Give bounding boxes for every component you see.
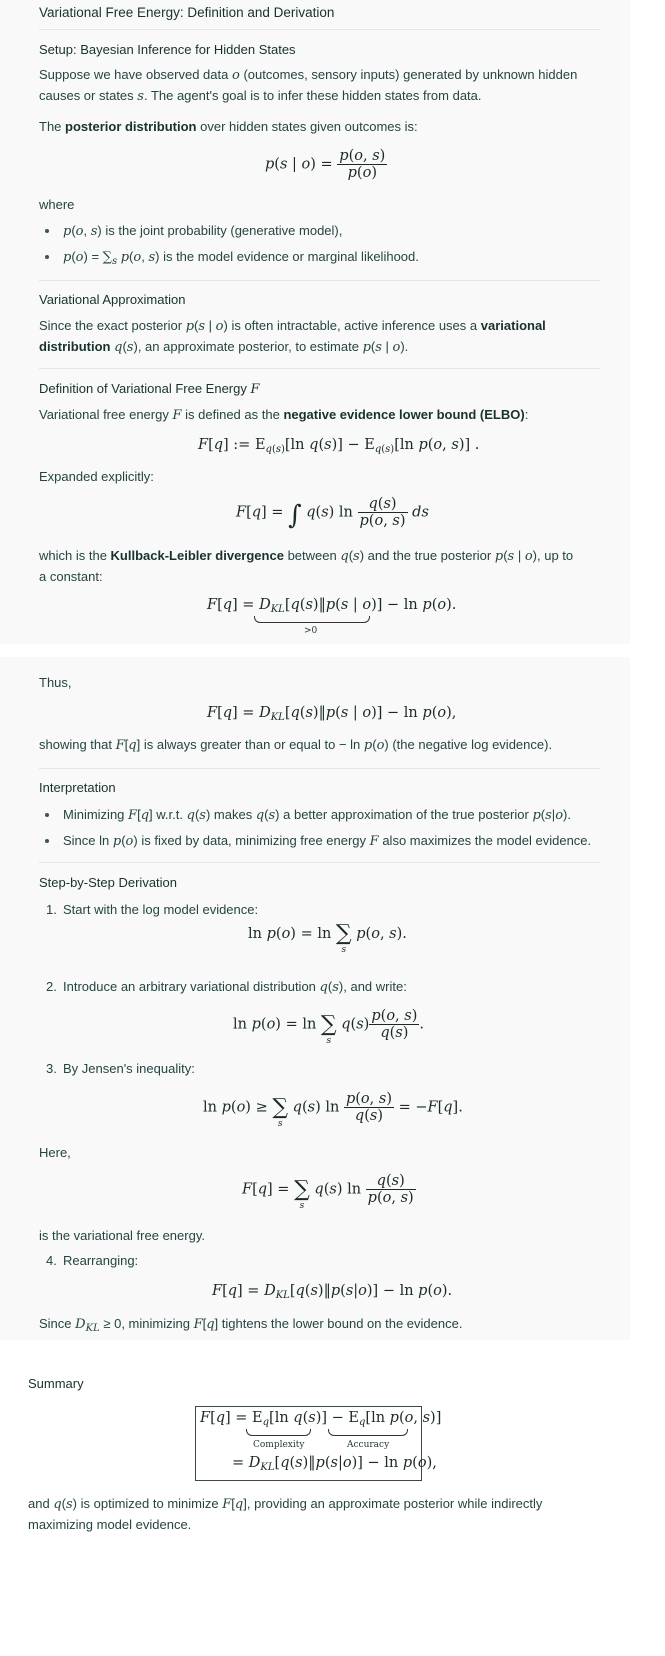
bullet-text: is the joint probability (generative model),	[105, 223, 343, 238]
interp-text: is fixed by data, minimizing free energy	[141, 833, 367, 848]
variational-term: distribution	[39, 339, 111, 354]
underbrace	[254, 616, 370, 623]
thus-text: showing that	[39, 737, 112, 752]
kl-text: a constant:	[39, 569, 103, 584]
approx-paragraph: Since the exact posterior p(s | o) is often intractable, active inference uses a variational distribution q(s), an approximate posterior, to estimate p(s | o).	[39, 318, 546, 355]
bullet	[45, 255, 49, 259]
interp-text: w.r.t.	[156, 807, 183, 822]
elbo-term: negative evidence lower bound (ELBO)	[283, 407, 525, 422]
brace-note: >0	[304, 626, 318, 636]
summary-text: , providing an approximate posterior while indirectly	[246, 1496, 543, 1511]
step-text: Introduce an arbitrary variational distribution	[63, 979, 316, 994]
step-number: 2.	[46, 979, 57, 994]
approx-text: is often intractable, active inference uses a	[231, 318, 478, 333]
bullet-text: is the model evidence or marginal likelihood.	[163, 249, 419, 264]
step-2-equation: ln p(o) = ln ∑ s q(s) $\frac{p(o, s)}{q(s)}$ .	[233, 1008, 424, 1046]
interpretation-bullet-2: Since ln p(o) is fixed by data, minimizing free energy F also maximizes the model evidence.	[63, 833, 592, 849]
summary-text: and	[28, 1496, 50, 1511]
interp-text: Since	[63, 833, 96, 848]
step-1-text: Start with the log model evidence:	[63, 902, 259, 917]
divider	[39, 280, 600, 281]
expanded-label: Expanded explicitly:	[39, 469, 154, 484]
underbrace	[246, 1429, 311, 1436]
summary-equation-line-1: $F[q] = E_q[\ln$ $q(s)] - E_q[\ln$ p(o, s)]	[200, 1410, 442, 1428]
integral-equation: F[q] = ∫ q(s) ln $\frac{q(s)}{p(o, s)}$ ds	[236, 496, 429, 531]
bullet	[45, 839, 49, 843]
setup-text: . The agent's goal is to infer these hidden states from data.	[143, 88, 482, 103]
variational-term: variational	[480, 318, 546, 333]
divider	[39, 768, 600, 769]
setup-paragraph-2	[39, 117, 418, 137]
setup-text: The	[39, 119, 62, 134]
thus-equation: $F[q] = D_{KL}[q(s)‖p(s$ | o)] − ln p(o),	[207, 705, 457, 723]
jensen-equation: ln p(o) ≥ ∑ s q(s) ln $\frac{p(o, s)}{q(s)}$ = −F[q].	[203, 1091, 463, 1129]
approx-text: Since the exact posterior	[39, 318, 183, 333]
setup-text: (outcomes, sensory inputs) generated by unknown hidden	[243, 67, 578, 82]
interpretation-heading: Interpretation	[39, 780, 116, 795]
kl-text: and the true posterior	[367, 548, 492, 563]
interp-text: also maximizes the model evidence.	[382, 833, 592, 848]
setup-paragraph-1: Suppose we have observed data o (outcomes, sensory inputs) generated by unknown hidden causes or states s. The agent's goal is to infer these hidden states from data.	[39, 67, 578, 104]
bullet	[45, 813, 49, 817]
step-number: 1.	[46, 902, 57, 917]
definition-heading: Definition of Variational Free Energy F	[39, 381, 260, 397]
interpretation-bullet-1: Minimizing F[q] w.r.t. q(s) makes q(s) a better approximation of the true posterior p(s|o).	[63, 807, 571, 823]
thus-text: (the negative log evidence).	[392, 737, 553, 752]
summary-text: is optimized to minimize	[80, 1496, 219, 1511]
divider	[39, 29, 600, 30]
bullet-evidence: $p(o) = \sum_s$ p(o, s) is the model evidence or marginal likelihood.	[63, 249, 419, 267]
approx-heading: Variational Approximation	[39, 292, 186, 307]
derivation-heading: Step-by-Step Derivation	[39, 875, 178, 890]
interp-text: Minimizing	[63, 807, 125, 822]
definition-paragraph: Variational free energy F is defined as the negative evidence lower bound (ELBO):	[39, 407, 529, 423]
setup-heading: Setup: Bayesian Inference for Hidden States	[39, 42, 296, 57]
definition-heading-text: Definition of Variational Free Energy	[39, 381, 247, 396]
definition-text: Variational free energy	[39, 407, 169, 422]
thus-paragraph: showing that F[q] is always greater than or equal to − ln p(o) (the negative log evidence).	[39, 737, 553, 753]
since-paragraph: Since $D_{KL} \ge 0$, minimizing F[q] tightens the lower bound on the evidence.	[39, 1316, 463, 1334]
summary-text: maximizing model evidence.	[28, 1517, 192, 1532]
kl-equation: $F[q] = D_{KL}[q(s)‖p(s$ | o)] − ln p(o).	[207, 597, 457, 615]
step-text: , and write:	[343, 979, 407, 994]
kl-text: between	[287, 548, 337, 563]
posterior-equation: p(s | o) = $\frac{p(o, s)}{p(o)}$	[265, 148, 386, 181]
setup-text: Suppose we have observed data	[39, 67, 229, 82]
accuracy-label: Accuracy	[347, 1440, 390, 1450]
posterior-term: posterior distribution	[65, 119, 197, 134]
here-label: Here,	[39, 1145, 71, 1160]
setup-text: causes or states	[39, 88, 134, 103]
definition-text: is defined as the	[185, 407, 280, 422]
kl-term: Kullback-Leibler divergence	[110, 548, 284, 563]
setup-text: over hidden states given outcomes is:	[200, 119, 418, 134]
kl-text: , up to	[536, 548, 574, 563]
interp-text: a better approximation of the true posterior	[283, 807, 529, 822]
step-2-text: Introduce an arbitrary variational distribution q(s), and write:	[63, 979, 407, 995]
step-1-equation: ln p(o) = ln ∑ s p(o, s).	[248, 921, 407, 955]
underbrace	[328, 1429, 408, 1436]
interp-text: makes	[213, 807, 253, 822]
rearranged-equation: $F[q] = D_{KL}[q(s)‖p(s|o)] - \ln p(o)$.	[212, 1283, 453, 1301]
approx-text: , an approximate posterior, to estimate	[137, 339, 359, 354]
since-text: Since	[39, 1316, 72, 1331]
divider	[39, 368, 600, 369]
complexity-label: Complexity	[253, 1440, 305, 1450]
step-number: 4.	[46, 1253, 57, 1268]
summary-paragraph: and q(s) is optimized to minimize F[q], providing an approximate posterior while indirectly maximizing model evidence.	[28, 1496, 543, 1532]
vfe-equation: F[q] = ∑ s q(s) ln $\frac{q(s)}{p(o, s)}$	[242, 1173, 414, 1211]
thus-label: Thus,	[39, 675, 72, 690]
step-4-text: Rearranging:	[63, 1253, 139, 1268]
step-number: 3.	[46, 1061, 57, 1076]
summary-heading: Summary	[28, 1376, 84, 1391]
since-text: , minimizing	[121, 1316, 190, 1331]
step-3-text: By Jensen's inequality:	[63, 1061, 195, 1076]
document-title: Variational Free Energy: Definition and Derivation	[39, 5, 335, 20]
since-text: tightens the lower bound on the evidence.	[221, 1316, 463, 1331]
summary-equation-line-2: = $D_{KL}[q(s)‖p(s|o)] - \ln p(o)$,	[232, 1455, 437, 1473]
bullet	[45, 229, 49, 233]
thus-text: is always greater than or equal to	[143, 737, 336, 752]
where-label: where	[39, 197, 75, 212]
kl-text: which is the	[39, 548, 107, 563]
elbo-equation: F[q] := $E_{q(s)}[\ln$ $q(s)] - E_{q(s)}[\ln$ p(o, s)] .	[198, 437, 480, 455]
vfe-note: is the variational free energy.	[39, 1228, 205, 1243]
kl-paragraph: which is the Kullback-Leibler divergence between q(s) and the true posterior p(s | o), up to a constant:	[39, 548, 574, 584]
bullet-joint: p(o, s) is the joint probability (generative model),	[63, 223, 343, 239]
divider	[39, 862, 600, 863]
